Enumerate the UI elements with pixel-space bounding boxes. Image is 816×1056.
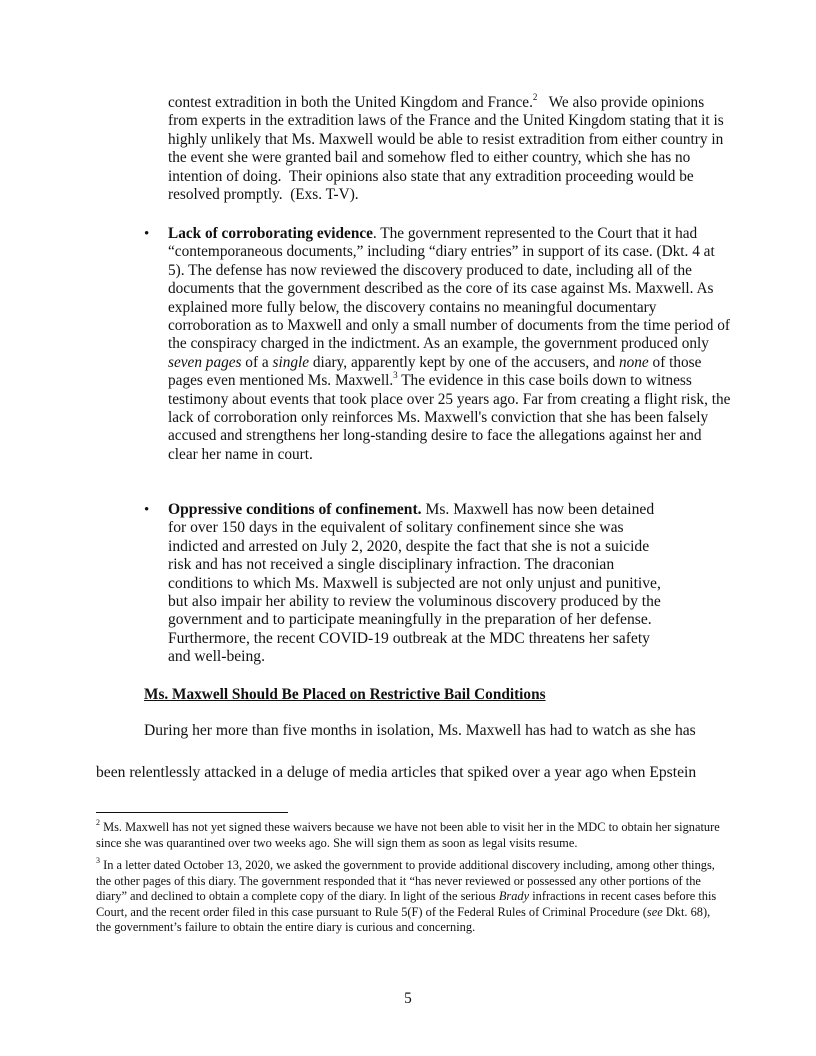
footnote-number: 3 [96,855,100,865]
body-paragraph-line-2: been relentlessly attacked in a deluge of media articles that spiked over a year ago when Epstein [96,764,697,781]
section-heading: Ms. Maxwell Should Be Placed on Restrictive Bail Conditions [144,686,546,703]
signal-italic: see [646,904,663,919]
footnote-number: 2 [96,817,100,827]
continuation-text: contest extradition in both the United Kingdom and France. [168,94,533,111]
bullet-text: diary, apparently kept by one of the accusers, and [309,353,619,371]
footnote-text: Ms. Maxwell has not yet signed these waivers because we have not been able to visit her in the MDC to obtain her signature since she was quarantined over two weeks ago. She will sign them as soon as legal visits resume. [96,820,720,850]
footnote-3 [96,855,728,936]
bullet-body [168,225,734,464]
bullet-icon: • [144,502,150,518]
case-name-italic: Brady [498,889,530,904]
continuation-paragraph [168,91,728,204]
footnote-text: infractions in recent cases before this Court, and the recent order filed in this case pursuant to Rule 5(F) of the Federal Rules of Criminal Procedure ( [96,889,717,919]
bullet-title: Lack of corroborating evidence [168,225,373,242]
bullet-text: of those pages even mentioned Ms. Maxwell. [168,353,702,390]
body-paragraph-line-1: During her more than five months in isolation, Ms. Maxwell has had to watch as she has [144,722,696,739]
page-number: 5 [404,990,412,1007]
emphasis-text: seven pages [168,353,242,371]
bullet-text: Ms. Maxwell has now been detained for over 150 days in the equivalent of solitary confinement since she was indicted and arrested on July 2, 2020, despite the fact that she is not a suicide risk and has not received a single disciplinary infraction. The draconian conditions to which Ms. Maxwell is subjected are not only unjust and punitive, but also impair her ability to review the voluminous discovery produced by the government and to participate meaningfully in the preparation of her defense. Furthermore, the recent COVID-19 outbreak at the MDC threatens her safety and well-being. [168,501,661,666]
footnote-ref-2[interactable]: 2 [532,91,538,102]
footnote-separator [96,812,288,813]
footnote-ref-3[interactable]: 3 [393,370,398,381]
bullet-text: of a [241,353,273,371]
emphasis-text: single [272,353,310,371]
bullet-title: Oppressive conditions of confinement. [168,501,422,518]
footnote-2 [96,817,728,851]
footnote-text: Dkt. 68), the government’s failure to obtain the entire diary is curious and concerning. [96,904,711,935]
continuation-text-rest: We also provide opinions from experts in the extradition laws of the France and the United Kingdom stating that it is highly unlikely that Ms. Maxwell would be able to resist extradition from either country in the event she were granted bail and somehow fled to either country, which she has no intention of doing. Their opinions also state that any extradition proceeding would be resolved promptly. (Exs. T-V). [168,94,728,204]
bullet-icon: • [144,226,150,242]
bullet-text: The evidence in this case boils down to witness testimony about events that took place over 25 years ago. Far from creating a flight risk, the lack of corroboration only reinforces Ms. Maxwell's conviction that she has been falsely accused and strengthens her long-standing desire to face the allegations against her and clear her name in court. [168,372,731,463]
bullet-text: . The government represented to the Court that it had “contemporaneous documents,” including “diary entries” in support of its case. (Dkt. 4 at 5). The defense has now reviewed the discovery produced to date, including all of the documents that the government described as the core of its case against Ms. Maxwell. As explained more fully below, the discovery contains no meaningful documentary corroboration as to Maxwell and only a small number of documents from the time period of the conspiracy charged in the indictment. As an example, the government produced only [168,225,731,353]
emphasis-text: none [618,353,649,371]
footnote-text: In a letter dated October 13, 2020, we asked the government to provide additional discovery including, among other things, the other pages of this diary. The government responded that it “has never reviewed or possessed any other portions of the diary” and declined to obtain a complete copy of the diary. In light of the serious [96,858,715,904]
bullet-body [168,501,668,667]
